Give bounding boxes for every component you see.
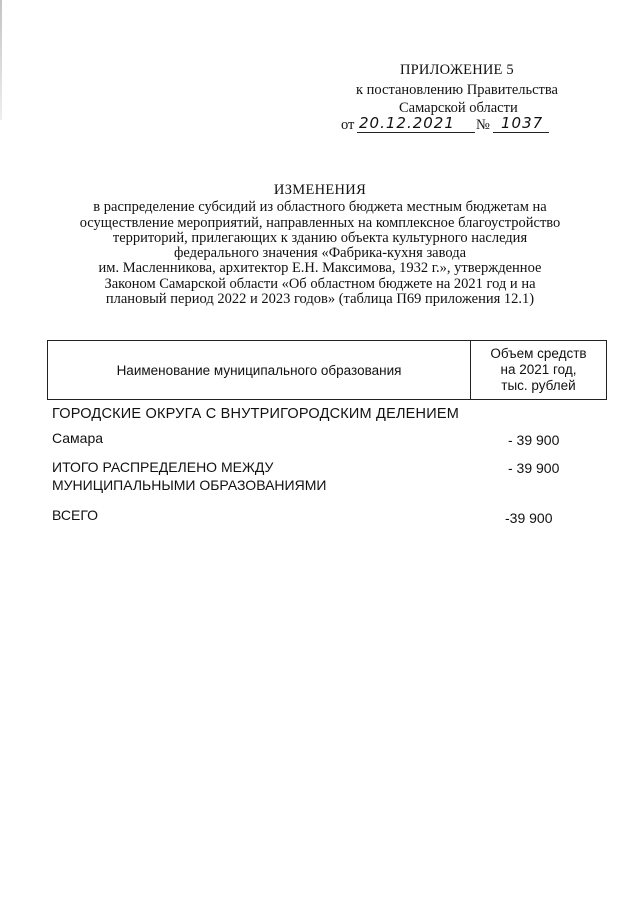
heading-line: в распределение субсидий из областного бюджета местным бюджетам на (93, 199, 547, 216)
appendix-subtitle: к постановлению Правительства (356, 82, 558, 98)
municipality-amount: - 39 900 (508, 432, 560, 448)
heading-line: федерального значения «Фабрика-кухня завода (173, 245, 467, 262)
subtotal-label-line: ИТОГО РАСПРЕДЕЛЕНО МЕЖДУ (52, 459, 274, 475)
amount-header-line: тыс. рублей (501, 378, 576, 393)
handwritten-date: 20.12.2021 (359, 114, 455, 132)
heading-line: территорий, прилегающих к зданию объекта культурного наследия (112, 229, 528, 246)
heading-line: им. Масленникова, архитектор Е.Н. Максимова, 1932 г.», утвержденное (98, 260, 542, 277)
subtotal-label-line: МУНИЦИПАЛЬНЫМИ ОБРАЗОВАНИЯМИ (52, 477, 327, 493)
date-prefix: от (341, 117, 355, 133)
heading-line: Законом Самарской области «Об областном бюджете на 2021 год и на (104, 275, 536, 292)
handwritten-number: 1037 (501, 114, 544, 132)
number-underline (493, 132, 549, 133)
total-label: ВСЕГО (52, 507, 99, 523)
date-underline (357, 132, 475, 133)
amount-header-line: Объем средств (490, 346, 587, 361)
appendix-region: Самарской области (399, 100, 518, 116)
decree-date-number (341, 114, 561, 139)
subtotal-label (52, 458, 372, 494)
subsidy-table-header (47, 340, 607, 400)
document-title: ИЗМЕНЕНИЯ (273, 182, 367, 198)
scan-edge-shadow (0, 0, 2, 120)
municipality-name: Самара (52, 430, 104, 446)
amount-header-line: на 2021 год, (500, 362, 577, 377)
section-heading: ГОРОДСКИЕ ОКРУГА С ВНУТРИГОРОДСКИМ ДЕЛЕНИЕМ (52, 406, 459, 422)
appendix-title: ПРИЛОЖЕНИЕ 5 (400, 62, 514, 78)
heading-line: осуществление мероприятий, направленных на комплексное благоустройство (79, 214, 561, 231)
heading-line: плановый период 2022 и 2023 годов» (таблица П69 приложения 12.1) (105, 291, 535, 308)
column-header-municipality: Наименование муниципального образования (48, 341, 471, 400)
total-amount: -39 900 (505, 510, 553, 526)
subtotal-amount: - 39 900 (508, 460, 560, 476)
document-heading (40, 183, 600, 307)
number-sign: № (476, 117, 490, 133)
column-header-amount (471, 341, 607, 400)
